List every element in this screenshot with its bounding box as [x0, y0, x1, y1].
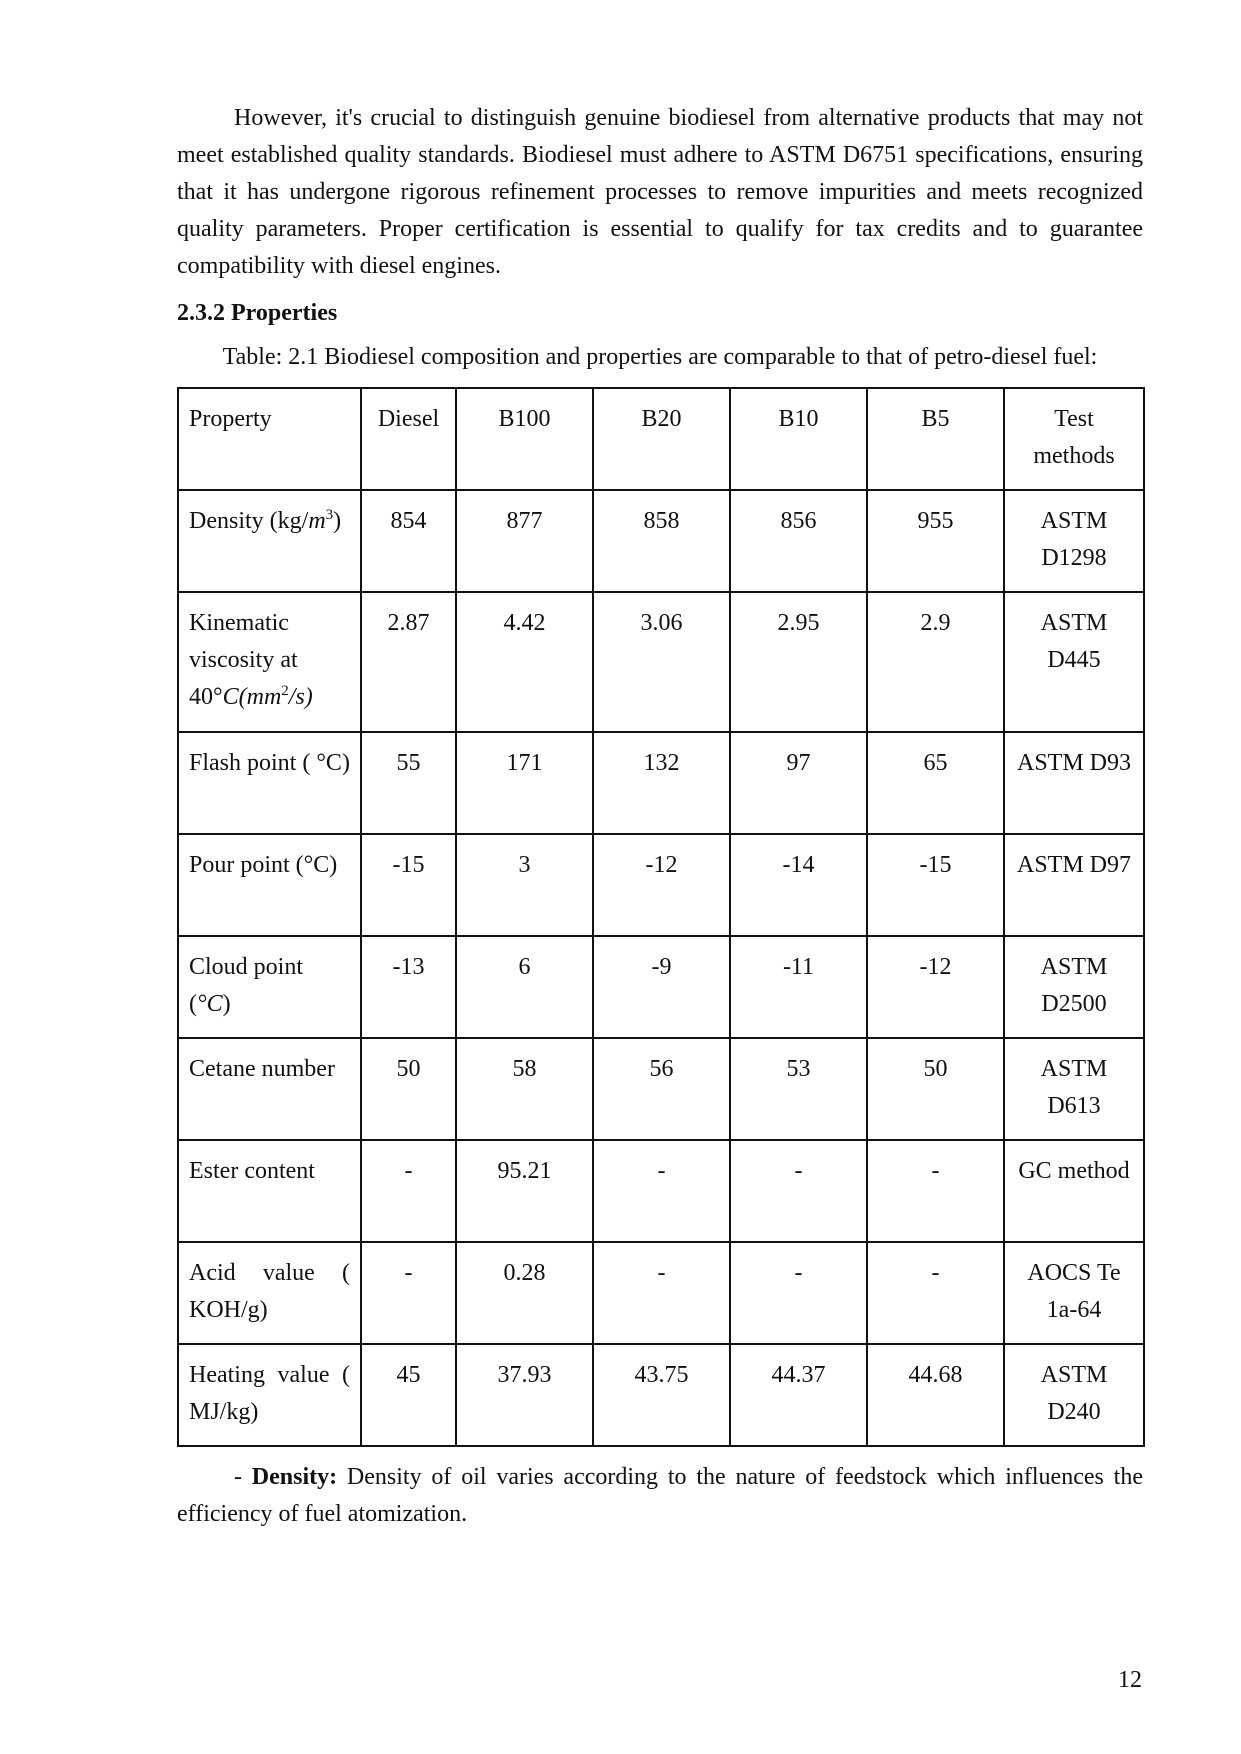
value-cell: 2.9: [867, 592, 1004, 732]
test-method-cell: AOCS Te 1a-64: [1004, 1242, 1144, 1344]
property-cell: [178, 592, 361, 732]
section-heading: 2.3.2 Properties: [177, 300, 338, 326]
property-label: Cloud point (: [189, 954, 304, 1017]
property-superscript: 2: [281, 683, 289, 699]
value-cell: 50: [361, 1038, 456, 1140]
table-row: [178, 490, 1144, 592]
value-cell: -12: [593, 834, 730, 936]
value-cell: 854: [361, 490, 456, 592]
value-cell: 97: [730, 732, 867, 834]
value-cell: 2.95: [730, 592, 867, 732]
property-label: Kinematic viscosity at 40°: [189, 610, 298, 710]
table-row: [178, 1242, 1144, 1344]
value-cell: 4.42: [456, 592, 593, 732]
property-label: Density (kg/: [189, 508, 309, 534]
value-cell: 44.68: [867, 1344, 1004, 1446]
test-method-cell: GC method: [1004, 1140, 1144, 1242]
property-cell: Heating value ( MJ/kg): [178, 1344, 361, 1446]
header-test-methods: Test methods: [1004, 388, 1144, 490]
property-math: C(mm: [222, 684, 282, 710]
value-cell: 3.06: [593, 592, 730, 732]
header-b10: B10: [730, 388, 867, 490]
value-cell: 171: [456, 732, 593, 834]
value-cell: -11: [730, 936, 867, 1038]
value-cell: -: [730, 1140, 867, 1242]
test-method-cell: ASTM D93: [1004, 732, 1144, 834]
property-cell: Acid value ( KOH/g): [178, 1242, 361, 1344]
density-note: [177, 1459, 1143, 1533]
test-method-cell: ASTM D1298: [1004, 490, 1144, 592]
table-header-row: [178, 388, 1144, 490]
value-cell: 45: [361, 1344, 456, 1446]
value-cell: 877: [456, 490, 593, 592]
table-row: [178, 592, 1144, 732]
density-note-term: Density:: [251, 1464, 338, 1490]
property-superscript: 3: [325, 507, 334, 523]
density-note-text: Density of oil varies according to the nature of feedstock which influences the efficiency of fuel atomization.: [177, 1464, 1143, 1527]
property-cell: Flash point ( °C): [178, 732, 361, 834]
value-cell: -: [361, 1140, 456, 1242]
value-cell: 58: [456, 1038, 593, 1140]
value-cell: 2.87: [361, 592, 456, 732]
test-method-cell: ASTM D2500: [1004, 936, 1144, 1038]
property-end: /s): [288, 684, 313, 710]
table-body: [178, 490, 1144, 1446]
value-cell: 95.21: [456, 1140, 593, 1242]
value-cell: 55: [361, 732, 456, 834]
property-cell: [178, 936, 361, 1038]
value-cell: -: [361, 1242, 456, 1344]
test-method-cell: ASTM D97: [1004, 834, 1144, 936]
value-cell: 37.93: [456, 1344, 593, 1446]
property-end: ): [222, 991, 231, 1017]
value-cell: 132: [593, 732, 730, 834]
value-cell: 44.37: [730, 1344, 867, 1446]
value-cell: 65: [867, 732, 1004, 834]
value-cell: 53: [730, 1038, 867, 1140]
page-content: [177, 100, 1143, 1533]
value-cell: -: [593, 1140, 730, 1242]
value-cell: 43.75: [593, 1344, 730, 1446]
value-cell: -14: [730, 834, 867, 936]
property-math: °C: [197, 991, 223, 1017]
value-cell: 56: [593, 1038, 730, 1140]
density-note-prefix: -: [234, 1464, 252, 1490]
test-method-cell: ASTM D613: [1004, 1038, 1144, 1140]
value-cell: 856: [730, 490, 867, 592]
value-cell: -9: [593, 936, 730, 1038]
value-cell: -15: [867, 834, 1004, 936]
value-cell: -: [867, 1140, 1004, 1242]
value-cell: 955: [867, 490, 1004, 592]
table-row: [178, 936, 1144, 1038]
table-row: [178, 834, 1144, 936]
test-method-cell: ASTM D445: [1004, 592, 1144, 732]
table-caption: Table: 2.1 Biodiesel composition and properties are comparable to that of petro-diesel fuel:: [222, 344, 1098, 370]
page-number: 12: [1118, 1667, 1142, 1693]
header-b20: B20: [593, 388, 730, 490]
header-diesel: Diesel: [361, 388, 456, 490]
value-cell: -: [593, 1242, 730, 1344]
table-row: [178, 1140, 1144, 1242]
property-cell: [178, 490, 361, 592]
value-cell: 0.28: [456, 1242, 593, 1344]
table-row: [178, 1344, 1144, 1446]
test-method-cell: ASTM D240: [1004, 1344, 1144, 1446]
header-b100: B100: [456, 388, 593, 490]
value-cell: -13: [361, 936, 456, 1038]
header-property: Property: [178, 388, 361, 490]
table-row: [178, 1038, 1144, 1140]
value-cell: -12: [867, 936, 1004, 1038]
value-cell: 6: [456, 936, 593, 1038]
value-cell: 858: [593, 490, 730, 592]
value-cell: -: [730, 1242, 867, 1344]
value-cell: 3: [456, 834, 593, 936]
intro-paragraph: However, it's crucial to distinguish genuine biodiesel from alternative products that may not meet established quality standards. Biodiesel must adhere to ASTM D6751 specifications, ensuring that it has undergone rigorous refinement processes to remove impurities and meets recognized quality parameters. Proper certification is essential to qualify for tax credits and to guarantee compatibility with diesel engines.: [177, 105, 1143, 279]
table-row: [178, 732, 1144, 834]
properties-table: [177, 387, 1145, 1447]
value-cell: 50: [867, 1038, 1004, 1140]
property-cell: Ester content: [178, 1140, 361, 1242]
property-math: m: [308, 508, 326, 534]
property-end: ): [333, 508, 342, 534]
value-cell: -: [867, 1242, 1004, 1344]
property-cell: Cetane number: [178, 1038, 361, 1140]
header-b5: B5: [867, 388, 1004, 490]
value-cell: -15: [361, 834, 456, 936]
property-cell: Pour point (°C): [178, 834, 361, 936]
